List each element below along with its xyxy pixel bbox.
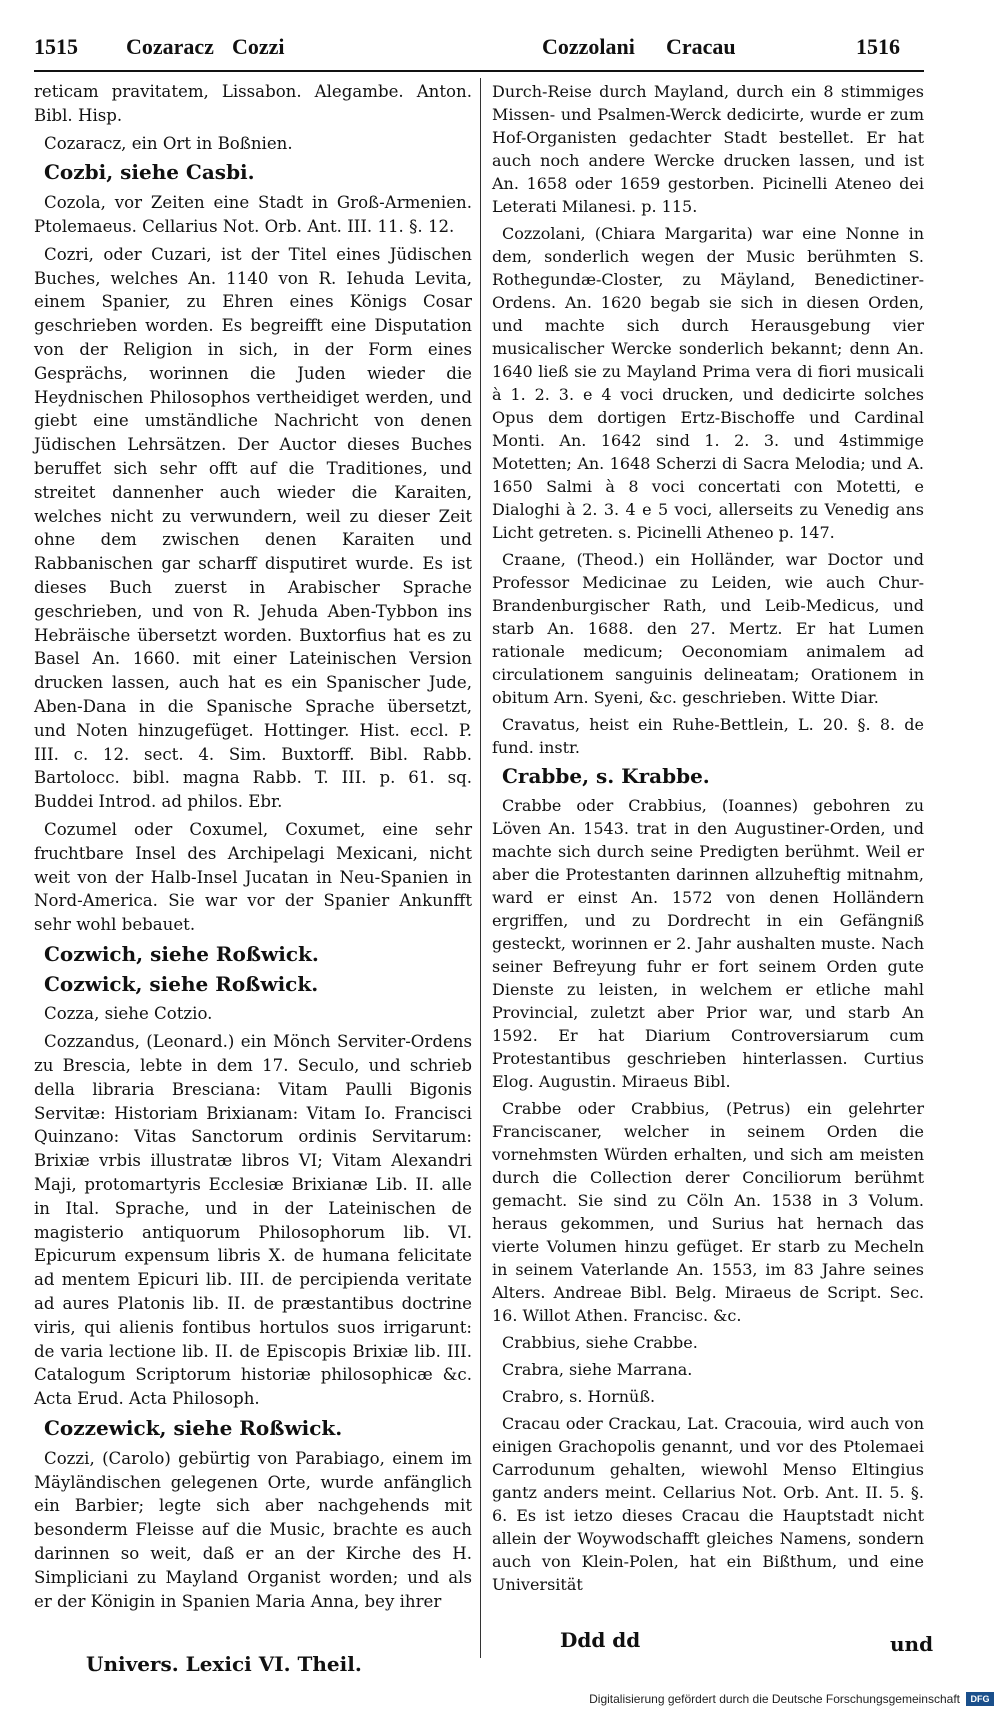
lexicon-entry: Crabbius, siehe Crabbe. — [502, 1333, 698, 1352]
cross-reference-heading: Crabbe, s. Krabbe. — [502, 764, 710, 788]
lexicon-entry: Crabro, s. Hornüß. — [502, 1387, 656, 1406]
header-word-right-2: Cracau — [666, 34, 736, 59]
footer — [589, 1688, 994, 1710]
cross-reference-heading: Cozwich, siehe Roßwick. — [44, 941, 319, 966]
lexicon-entry: Crabbe oder Crabbius, (Petrus) ein gelehrter Franciscaner, welcher in seinem Orden die vornehmsten Würden erhalten, und sich am meisten durch die Collection derer Conciliorum berühmt gemacht. Sie sind zu Cöln An. 1538 in 3 Volum. heraus gekommen, und Surius hat hernach das vierte Volumen hinzu gefüget. Er starb zu Mecheln in seinem Vaterlande An. 1553, im 83 Jahre seines Alters. Andreae Bibl. Belg. Miraeus de Script. Sec. 16. Willot Athen. Francisc. &c. — [492, 1099, 924, 1325]
dfg-logo-icon: DFG — [966, 1692, 994, 1706]
signature-mark: Ddd dd — [560, 1628, 641, 1652]
lexicon-entry: Cozola, vor Zeiten eine Stadt in Groß-Armenien. Ptolemaeus. Cellarius Not. Orb. Ant. III. 11. §. 12. — [34, 193, 472, 236]
lexicon-entry: Cozza, siehe Cotzio. — [44, 1004, 213, 1024]
lexicon-entry: Cozzandus, (Leonard.) ein Mönch Serviter-Ordens zu Brescia, lebte in dem 17. Seculo, und schrieb della libraria Bresciana: Vitam Paulli Bigonis Servitæ: Historiam Brixianam: Vitam Io. Francisci Quinzano: Vitas Sanctorum ordinis Servitarum: Brixiæ vrbis illustratæ libros VI; Vitam Alexandri Maji, protomartyris Ecclesiæ Brixianæ Lib. II. alle in Ital. Sprache, und in der Lateinischen de magisterio antiquorum Philosophorum lib. VI. Epicurum expensum libris X. de humana felicitate ad mentem Epicuri lib. III. de percipienda veritate ad aures Platonis lib. II. de præstantibus doctrine viris, qui alienis fontibus hortulos suos irrigarunt: de varia lectione lib. II. de Episcopis Brixiæ lib. III. Catalogum Scriptorum historiæ philosophicæ &c. Acta Erud. Acta Philosoph. — [34, 1032, 472, 1409]
left-column — [34, 80, 472, 1617]
cross-reference-heading: Cozzewick, siehe Roßwick. — [44, 1416, 343, 1441]
cross-reference-heading: Cozwick, siehe Roßwick. — [44, 971, 319, 996]
footer-text: Digitalisierung gefördert durch die Deutsche Forschungsgemeinschaft — [589, 1692, 960, 1706]
lexicon-entry: Cravatus, heist ein Ruhe-Bettlein, L. 20. §. 8. de fund. instr. — [492, 715, 924, 757]
running-header — [34, 30, 924, 70]
header-word-right-1: Cozzolani — [542, 34, 635, 59]
lexicon-entry: Cozri, oder Cuzari, ist der Titel eines Jüdischen Buches, welches An. 1140 von R. Iehuda Levita, einem Spanier, zu Ehren eines Königs Cosar geschrieben worden. Es begreifft eine Disputation von der Religion in sich, in der Form eines Gesprächs, worinnen die Juden wieder die Heydnischen Philosophos vertheidiget werden, und giebt eine umständliche Nachricht von denen Jüdischen Lehrsätzen. Der Auctor dieses Buches beruffet sich sehr offt auf die Traditiones, und streitet dannenher auch wieder die Karaiten, welches nicht zu verwundern, weil zu dieser Zeit ohne dem zwischen denen Karaiten und Rabbanischen gar scharff disputiret wurde. Es ist dieses Buch zuerst in Arabischer Sprache geschrieben, und von R. Jehuda Aben-Tybbon ins Hebräische übersetzt worden. Buxtorfius hat es zu Basel An. 1660. mit einer Lateinischen Version drucken lassen, auch hat es ein Spanischer Jude, Aben-Dana in die Spanische Sprache übersetzt, und Noten hinzugefüget. Hottinger. Hist. eccl. P. III. c. 12. sect. 4. Sim. Buxtorff. Bibl. Rabb. Bartolocc. bibl. magna Rabb. T. III. p. 61. sq. Buddei Introd. ad philos. Ebr. — [34, 244, 472, 812]
header-word-left-2: Cozzi — [232, 34, 285, 59]
lexicon-entry: Crabra, siehe Marrana. — [502, 1360, 693, 1379]
lexicon-entry: Cozaracz, ein Ort in Boßnien. — [44, 133, 293, 153]
column-divider — [480, 78, 481, 1658]
cross-reference-heading: Cozbi, siehe Casbi. — [44, 160, 255, 185]
lexicon-entry: Cracau oder Crackau, Lat. Cracouia, wird auch von einigen Grachopolis genannt, und vor des Ptolemaei Carrodunum gehalten, wiewohl Menso Eltingius gantz anders meint. Cellarius Not. Orb. Ant. II. 5. §. 6. Es ist ietzo dieses Cracau die Hauptstadt nicht allein der Woywodschafft gleiches Namens, sondern auch von Klein-Polen, hat ein Bißthum, und eine Universität — [492, 1414, 924, 1594]
right-page-number: 1516 — [856, 34, 900, 59]
header-word-left-1: Cozaracz — [126, 34, 214, 59]
right-catchword: und — [890, 1632, 934, 1656]
lexicon-entry: Durch-Reise durch Mayland, durch ein 8 stimmiges Missen- und Psalmen-Werck dedicirte, wurde er zum Hof-Organisten gedachter Stadt bestellet. Er hat auch noch andere Wercke drucken lassen, und ist An. 1658 oder 1659 gestorben. Picinelli Ateneo dei Leterati Milanesi. p. 115. — [492, 82, 924, 216]
lexicon-entry: Crabbe oder Crabbius, (Ioannes) gebohren zu Löven An. 1543. trat in den Augustiner-Orden, und machte sich durch seine Predigten berühmt. Weil er aber die Protestanten darinnen allzuheftig mitnahm, ward er einst An. 1572 von denen Holländern ergriffen, und zu Dordrecht in ein Gefängniß gesteckt, worinnen er 2. Jahr aushalten muste. Nach seiner Befreyung fuhr er fort seinem Orden gute Dienste zu leisten, in welchem er etliche mahl Provincial, zuletzt aber Prior war, und starb An 1592. Er hat Diarium Controversiarum cum Protestantibus geschrieben hinterlassen. Curtius Elog. Augustin. Miraeus Bibl. — [492, 796, 924, 1091]
lexicon-entry: Cozzi, (Carolo) gebürtig von Parabiago, einem im Mäyländischen gelegenen Orte, wurde anfänglich ein Barbier; legte sich aber nachgehends mit besonderm Fleisse auf die Music, brachte es auch darinnen so weit, daß er an der Kirche des H. Simpliciani zu Mayland Organist worden; und als er der Königin in Spanien Maria Anna, bey ihrer — [34, 1448, 472, 1611]
lexicon-entry: Cozzolani, (Chiara Margarita) war eine Nonne in dem, sonderlich wegen der Music berühmten S. Rothegundæ-Closter, zu Mäyland, Benedictiner-Ordens. An. 1620 begab sie sich in diesen Orden, und machte sich durch Herausgebung vier musicalischer Wercke sonderlich bekannt; denn An. 1640 ließ sie zu Mayland Prima vera di fiori musicali à 1. 2. 3. e 4 voci drucken, und dedicirte solches Opus dem dortigen Ertz-Bischoffe und Cardinal Monti. An. 1642 sind 1. 2. 3. und 4stimmige Motetten; An. 1648 Scherzi di Sacra Melodia; und A. 1650 Salmi à 8 voci concertati con Motetti, e Dialoghi à 2. 3. 4 e 5 voci, allerseits zu Venedig ans Licht getreten. s. Picinelli Atheneo p. 147. — [492, 224, 924, 542]
left-catchword: Univers. Lexici VI. Theil. — [86, 1652, 362, 1676]
lexicon-entry: Cozumel oder Coxumel, Coxumet, eine sehr fruchtbare Insel des Archipelagi Mexicani, nicht weit von der Halb-Insel Jucatan in Neu-Spanien in Nord-America. Sie war vor der Spanier Ankunfft sehr wohl bebauet. — [34, 819, 472, 935]
lexicon-entry: Craane, (Theod.) ein Holländer, war Doctor und Professor Medicinae zu Leiden, wie auch Chur-Brandenburgischer Rath, und Leib-Medicus, und starb An. 1688. den 27. Mertz. Er hat Lumen rationale medicum; Oeconomiam animalem ad circulationem sanguinis delineatam; Orationem in obitum Arn. Syeni, &c. geschrieben. Witte Diar. — [492, 550, 924, 707]
left-page-number: 1515 — [34, 34, 78, 59]
header-rule — [34, 70, 924, 72]
right-column — [492, 80, 924, 1600]
lexicon-entry: reticam pravitatem, Lissabon. Alegambe. Anton. Bibl. Hisp. — [34, 82, 472, 125]
